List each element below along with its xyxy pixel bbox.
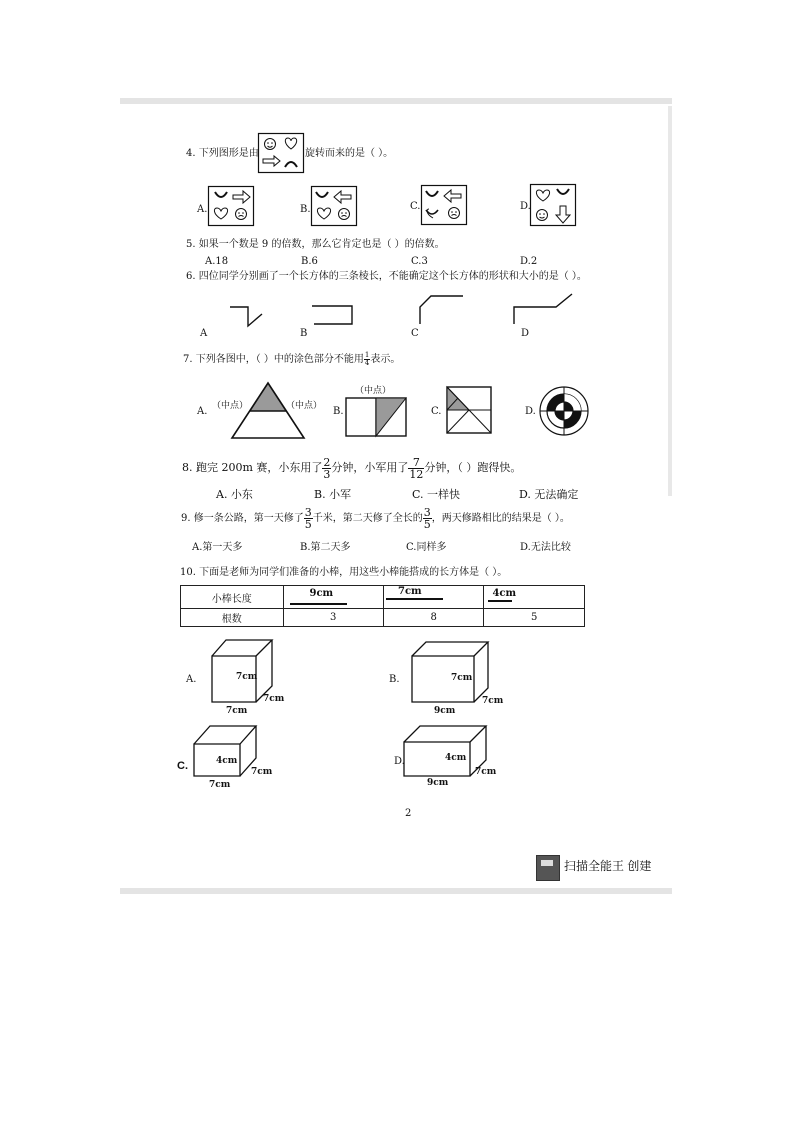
q7-stem-part1: 7. 下列各图中，（ ）中的涂色部分不能用	[183, 354, 364, 365]
q7-option-c-figure[interactable]	[446, 386, 492, 434]
q10-d-front-dim: 4cm	[445, 753, 467, 763]
q10-option-b-cube[interactable]	[410, 640, 490, 704]
q7-option-c-label: C.	[431, 406, 442, 417]
q6-option-d-figure[interactable]	[512, 290, 576, 330]
q6-option-b-label: B	[300, 328, 308, 339]
table-header-count: 根数	[181, 609, 284, 627]
table-cell-count: 3	[283, 609, 383, 627]
q10-b-bottom-dim: 9cm	[434, 706, 456, 716]
table-row	[181, 586, 585, 609]
footer-watermark-text: 扫描全能王 创建	[564, 859, 652, 873]
q5-option-b[interactable]: B.6	[301, 256, 318, 267]
q7-option-b-label: B.	[333, 406, 344, 417]
q10-stem: 10. 下面是老师为同学们准备的小棒，用这些小棒能搭成的长方体是（ ）。	[180, 567, 508, 578]
q10-c-side-dim: 7cm	[251, 767, 273, 777]
scrollbar[interactable]	[668, 106, 672, 496]
q7-fraction: $\frac{1}{4}$	[364, 351, 370, 367]
table-row	[181, 609, 585, 627]
q10-option-b-label: B.	[389, 674, 400, 685]
q10-a-side-dim: 7cm	[263, 694, 285, 704]
q10-d-bottom-dim: 9cm	[427, 778, 449, 788]
q9-fraction-2: $\frac{3}{5}$	[423, 506, 431, 531]
q8-option-a[interactable]: A. 小东	[216, 488, 253, 501]
q5-option-d[interactable]: D.2	[520, 256, 538, 267]
q10-c-bottom-dim: 7cm	[209, 780, 231, 790]
q5-stem: 5. 如果一个数是 9 的倍数，那么它肯定也是（ ）的倍数。	[186, 239, 445, 250]
q4-option-a-label: A.	[197, 204, 208, 215]
q7-option-d-figure[interactable]	[538, 386, 590, 436]
q9-stem: 9. 修一条公路，第一天修了 $\frac{3}{5}$ 千米，第二天修了全长的 $\frac{3}{5}$ ，两天修路相比的结果是（ ）。	[181, 506, 570, 531]
q10-a-bottom-dim: 7cm	[226, 706, 248, 716]
q8-fraction-1: $\frac{2}{3}$	[323, 455, 331, 481]
q7-b-midpoint: （中点）	[355, 386, 392, 396]
table-cell-length: 7cm	[383, 586, 483, 609]
table-cell-count: 8	[383, 609, 483, 627]
table-cell-length: 9cm	[283, 586, 383, 609]
q7-option-b-figure[interactable]	[345, 397, 407, 437]
q9-option-d[interactable]: D.无法比较	[520, 542, 571, 553]
q7-option-a-label: A.	[197, 406, 208, 417]
q8-option-d[interactable]: D. 无法确定	[519, 488, 579, 501]
q4-reference-figure	[258, 133, 304, 173]
page-number: 2	[405, 808, 412, 819]
q6-stem: 6. 四位同学分别画了一个长方体的三条棱长，不能确定这个长方体的形状和大小的是（ ）。	[186, 271, 587, 282]
table-cell-count: 5	[484, 609, 585, 627]
q7-a-midpoint-left: （中点）	[212, 401, 249, 411]
q10-option-c-label: C.	[177, 760, 188, 772]
q7-stem-part2: 表示。	[370, 354, 401, 365]
q9-option-b[interactable]: B.第二天多	[300, 542, 351, 553]
q10-c-front-dim: 4cm	[216, 756, 238, 766]
q10-option-a-label: A.	[186, 674, 197, 685]
q8-option-b[interactable]: B. 小军	[314, 488, 352, 501]
q7-option-d-label: D.	[525, 406, 536, 417]
q10-b-front-dim: 7cm	[451, 673, 473, 683]
sticks-table	[180, 585, 585, 627]
q7-stem	[183, 352, 400, 367]
q4-stem-part1: 4. 下列图形是由	[186, 148, 259, 159]
q4-option-a-figure[interactable]	[208, 186, 254, 226]
q4-option-d-label: D.	[520, 201, 531, 212]
q8-stem: 8. 跑完 200m 赛，小东用了 $\frac{2}{3}$ 分钟，小军用了 $\frac{7}{12}$ 分钟，（ ）跑得快。	[182, 455, 522, 481]
table-cell-length: 4cm	[484, 586, 585, 609]
q10-b-side-dim: 7cm	[482, 696, 504, 706]
q10-option-d-label: D.	[394, 756, 405, 767]
q9-option-c[interactable]: C.同样多	[406, 542, 447, 553]
q4-option-d-figure[interactable]	[530, 184, 576, 226]
q4-option-c-figure[interactable]	[421, 185, 467, 225]
q10-option-c-cube[interactable]	[192, 724, 258, 778]
camscanner-logo-icon	[536, 855, 560, 881]
q6-option-a-label: A	[200, 328, 208, 339]
q5-option-c[interactable]: C.3	[411, 256, 428, 267]
q4-option-b-figure[interactable]	[311, 186, 357, 226]
q4-option-c-label: C.	[410, 201, 421, 212]
q6-option-d-label: D	[521, 328, 530, 339]
q7-a-midpoint-right: （中点）	[286, 401, 323, 411]
q5-option-a[interactable]: A.18	[205, 256, 229, 267]
q10-d-side-dim: 7cm	[475, 767, 497, 777]
q6-option-b-figure[interactable]	[308, 302, 358, 332]
q9-fraction-1: $\frac{3}{5}$	[304, 506, 312, 531]
q6-option-c-figure[interactable]	[418, 290, 468, 330]
q10-a-front-dim: 7cm	[236, 672, 258, 682]
table-header-length: 小棒长度	[181, 586, 284, 609]
q6-option-c-label: C	[411, 328, 419, 339]
q8-option-c[interactable]: C. 一样快	[412, 488, 461, 501]
q9-option-a[interactable]: A.第一天多	[192, 542, 243, 553]
q6-option-a-figure[interactable]	[230, 302, 270, 332]
q4-option-b-label: B.	[300, 204, 311, 215]
q8-fraction-2: $\frac{7}{12}$	[409, 455, 424, 481]
q4-stem-part2: 旋转而来的是（ ）。	[305, 148, 394, 159]
